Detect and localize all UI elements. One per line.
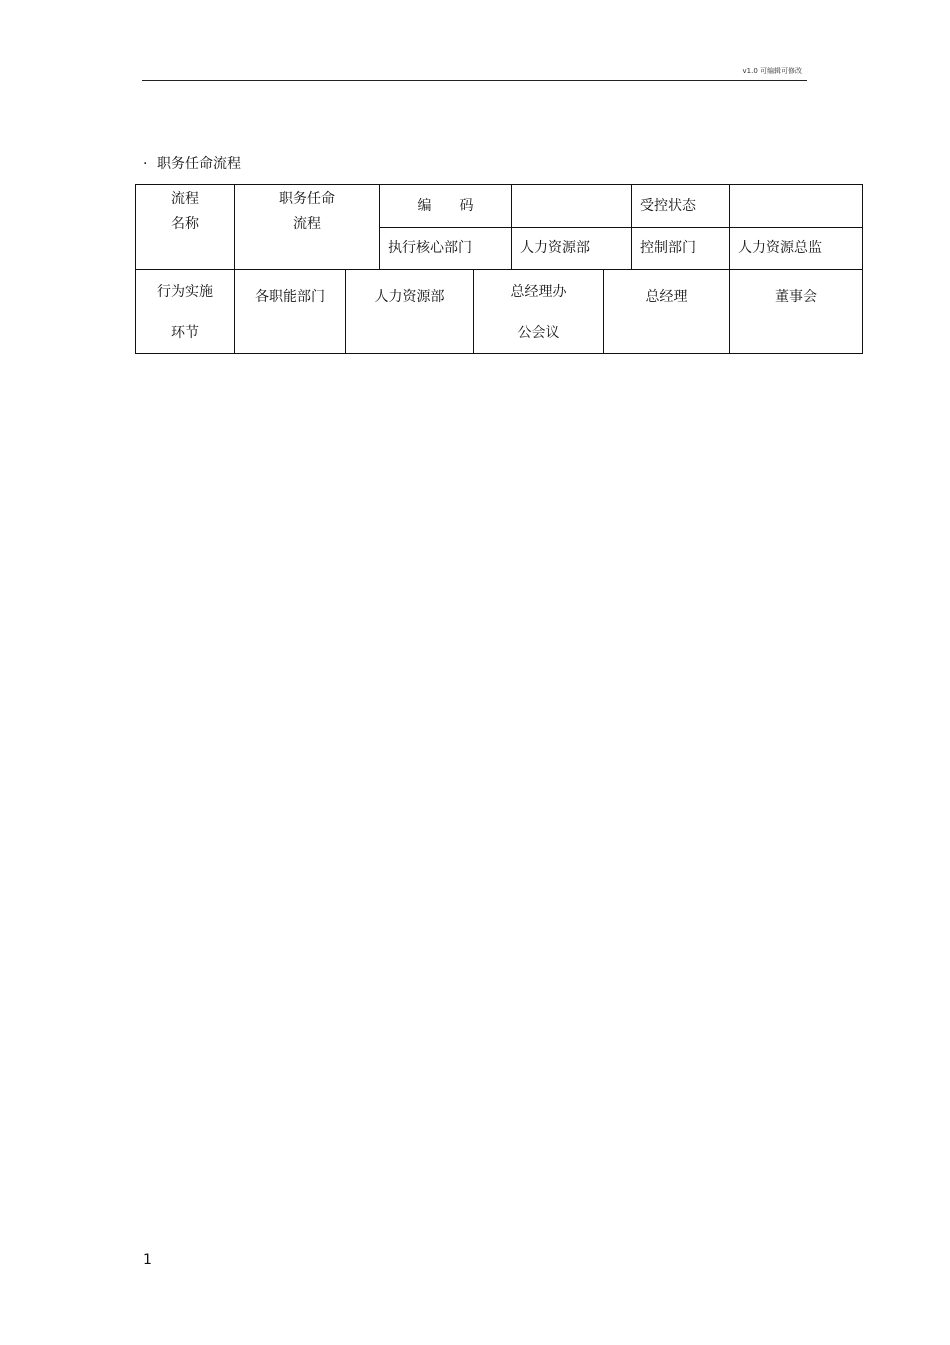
exec-dept-label: 执行核心部门 — [379, 227, 512, 270]
stage-col-hr-dept: 人力资源部 — [345, 269, 474, 354]
behavior-stage-label: 行为实施 环节 — [135, 269, 235, 354]
status-value — [729, 184, 863, 228]
stage-col-gm-office-meeting: 总经理办 公会议 — [473, 269, 604, 354]
process-name-label: 流程 名称 — [135, 184, 235, 270]
stage-col-board: 董事会 — [729, 269, 863, 354]
page-number: 1 — [143, 1252, 152, 1268]
header-rule — [142, 80, 807, 81]
header-version-text: v1.0 可编辑可修改 — [742, 67, 802, 75]
control-dept-label: 控制部门 — [631, 227, 730, 270]
stage-col-general-manager: 总经理 — [603, 269, 730, 354]
bullet: · — [143, 156, 148, 172]
code-value — [511, 184, 632, 228]
control-dept-value: 人力资源总监 — [729, 227, 863, 270]
stage-col-functional-depts: 各职能部门 — [234, 269, 346, 354]
section-title — [143, 153, 241, 173]
exec-dept-value: 人力资源部 — [511, 227, 632, 270]
code-label: 编 码 — [379, 184, 512, 228]
status-label: 受控状态 — [631, 184, 730, 228]
section-title-text: 职务任命流程 — [157, 156, 241, 172]
process-name-value: 职务任命 流程 — [234, 184, 380, 270]
